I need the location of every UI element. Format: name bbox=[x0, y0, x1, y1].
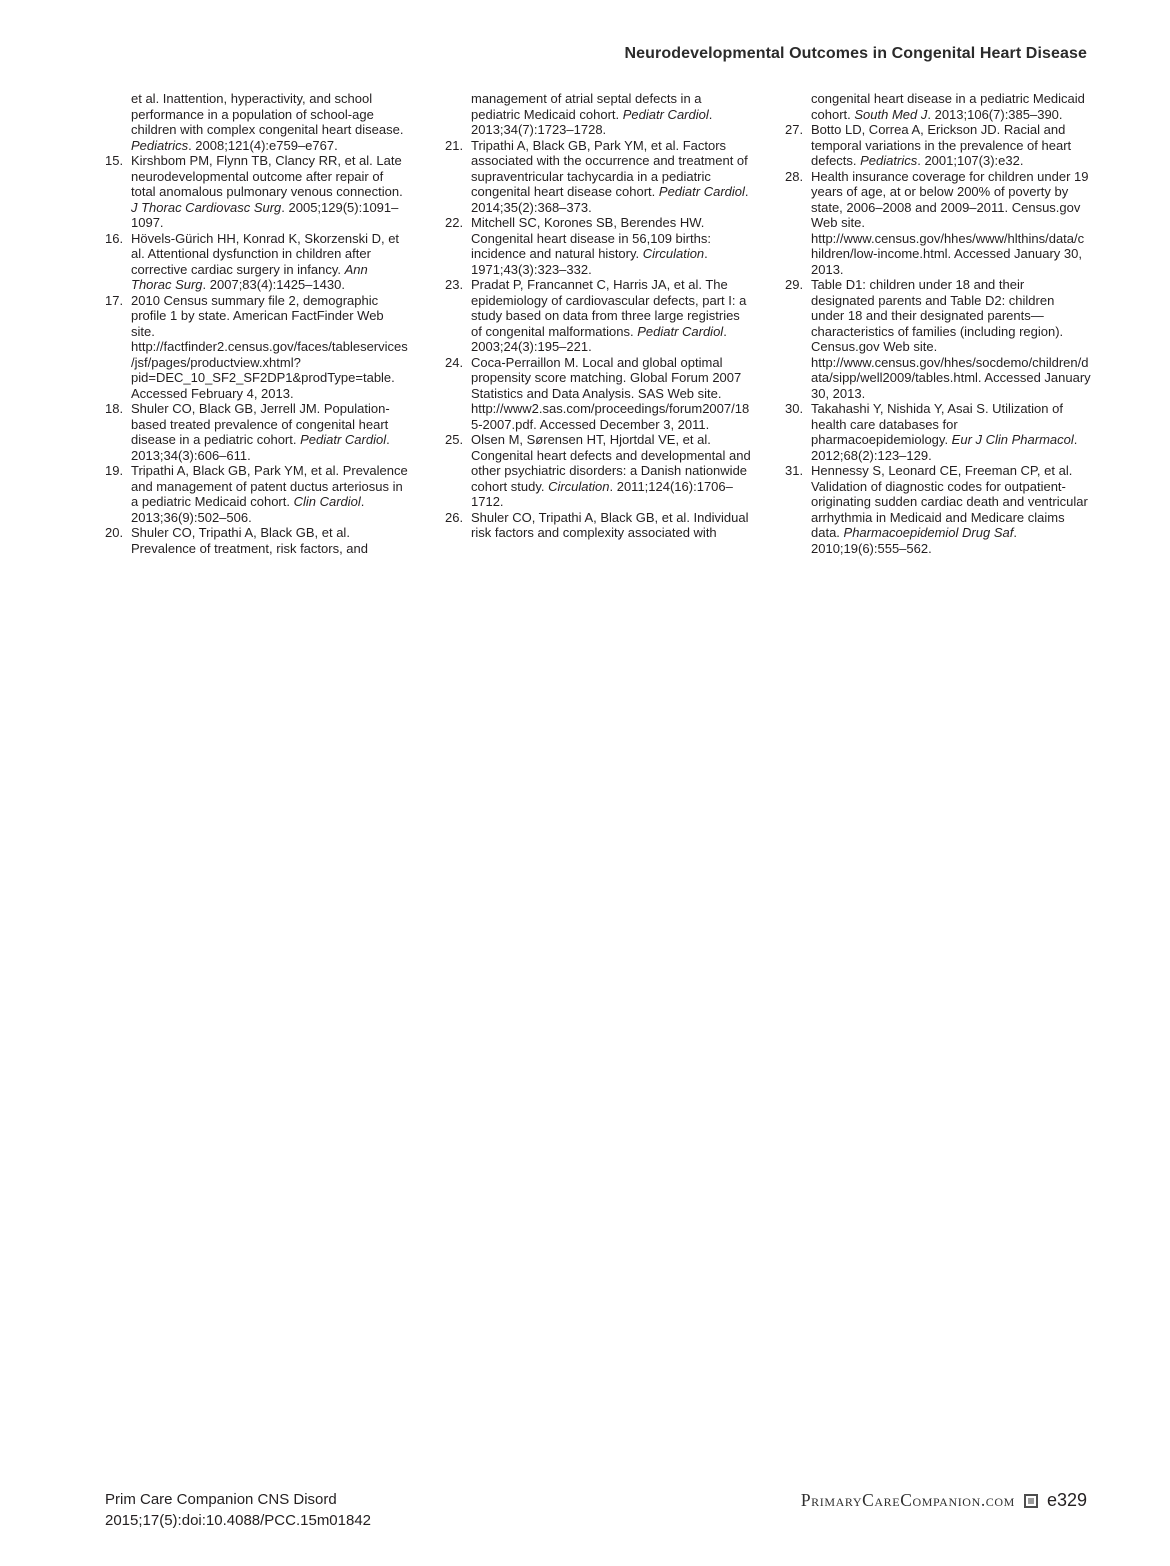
reference-number: 27. bbox=[785, 122, 804, 137]
reference-item bbox=[785, 169, 1091, 278]
running-head: Neurodevelopmental Outcomes in Congenital Heart Disease bbox=[624, 45, 1087, 62]
reference-text: congenital heart disease in a pediatric Medicaid cohort. South Med J. 2013;106(7):385–390. bbox=[811, 91, 1085, 122]
reference-text: Health insurance coverage for children under 19 years of age, at or below 200% of poverty by state, 2006–2008 and 2009–2011. Census.gov Web site. http://www.census.gov/hhes/www/hlthins/data/children/low-income.html. Accessed January 30, 2013. bbox=[811, 168, 1089, 277]
reference-text: Hövels-Gürich HH, Konrad K, Skorzenski D, et al. Attentional dysfunction in children after corrective cardiac surgery in infancy. Ann Thorac Surg. 2007;83(4):1425–1430. bbox=[131, 230, 400, 292]
reference-text: Tripathi A, Black GB, Park YM, et al. Factors associated with the occurrence and treatment of supraventricular tachycardia in a pediatric congenital heart disease cohort. Pediatr Cardiol. 2014;35(2):368–373. bbox=[471, 137, 749, 215]
reference-text: Pradat P, Francannet C, Harris JA, et al. The epidemiology of cardiovascular defects, part I: a study based on data from three large registries of congenital malformations. Pediatr Cardiol. 2003;24(3):195–221. bbox=[471, 277, 747, 354]
reference-number: 29. bbox=[785, 277, 804, 292]
reference-item bbox=[105, 463, 411, 525]
reference-item bbox=[445, 138, 751, 216]
reference-number: 23. bbox=[445, 277, 464, 292]
reference-item bbox=[445, 277, 751, 355]
reference-text: Tripathi A, Black GB, Park YM, et al. Prevalence and management of patent ductus arteriosus in a pediatric Medicaid cohort. Clin Cardiol. 2013;36(9):502–506. bbox=[131, 463, 408, 525]
reference-text: Botto LD, Correa A, Erickson JD. Racial and temporal variations in the prevalence of heart defects. Pediatrics. 2001;107(3):e32. bbox=[811, 122, 1072, 168]
footer-journal-info bbox=[105, 1489, 371, 1531]
reference-number: 25. bbox=[445, 432, 464, 447]
reference-item bbox=[445, 215, 751, 277]
reference-number: 22. bbox=[445, 215, 464, 230]
reference-number: 24. bbox=[445, 354, 464, 370]
journal-name: Prim Care Companion CNS Disord bbox=[105, 1491, 337, 1508]
reference-number: 31. bbox=[785, 463, 804, 478]
reference-text: Takahashi Y, Nishida Y, Asai S. Utilization of health care databases for pharmacoepidemiology. Eur J Clin Pharmacol. 2012;68(2):123–129. bbox=[811, 401, 1078, 463]
reference-text: Shuler CO, Tripathi A, Black GB, et al. Prevalence of treatment, risk factors, and bbox=[131, 525, 368, 556]
reference-number: 20. bbox=[105, 525, 124, 540]
reference-text: Kirshbom PM, Flynn TB, Clancy RR, et al. Late neurodevelopmental outcome after repair of total anomalous pulmonary venous connection. J Thorac Cardiovasc Surg. 2005;129(5):1091–1097. bbox=[131, 153, 403, 230]
reference-item bbox=[105, 91, 411, 153]
reference-number bbox=[785, 91, 811, 122]
reference-column bbox=[445, 91, 751, 556]
reference-item bbox=[785, 401, 1091, 463]
reference-text: Shuler CO, Tripathi A, Black GB, et al. Individual risk factors and complexity associated with bbox=[471, 509, 749, 540]
reference-number: 30. bbox=[785, 401, 804, 416]
reference-text: 2010 Census summary file 2, demographic profile 1 by state. American FactFinder Web site. http://factfinder2.census.gov/faces/tableservices/jsf/pages/productview.xhtml?pid=DEC_10_SF2_SF2DP1&prodType=table. Accessed February 4, 2013. bbox=[131, 292, 408, 401]
reference-item bbox=[445, 91, 751, 138]
reference-number: 15. bbox=[105, 153, 124, 168]
reference-number bbox=[445, 91, 471, 138]
reference-text: management of atrial septal defects in a pediatric Medicaid cohort. Pediatr Cardiol. 2013;34(7):1723–1728. bbox=[471, 91, 713, 137]
reference-item bbox=[445, 355, 751, 433]
reference-text: Olsen M, Sørensen HT, Hjortdal VE, et al. Congenital heart defects and developmental and other psychiatric disorders: a Danish nationwide cohort study. Circulation. 2011;124(16):1706–1712. bbox=[471, 432, 751, 509]
reference-number: 16. bbox=[105, 230, 124, 246]
reference-number: 28. bbox=[785, 168, 804, 184]
reference-column bbox=[105, 91, 411, 556]
reference-text: Hennessy S, Leonard CE, Freeman CP, et al. Validation of diagnostic codes for outpatient-originating sudden cardiac death and ventricular arrhythmia in Medicaid and Medicare claims data. Pharmacoepidemiol Drug Saf. 2010;19(6):555–562. bbox=[811, 463, 1088, 556]
reference-item bbox=[445, 432, 751, 510]
reference-item bbox=[105, 293, 411, 402]
reference-column bbox=[785, 91, 1091, 556]
reference-text: Coca-Perraillon M. Local and global optimal propensity score matching. Global Forum 2007 Statistics and Data Analysis. SAS Web site. http://www2.sas.com/proceedings/forum2007/185-2007.pdf. Accessed December 3, 2011. bbox=[471, 354, 750, 432]
reference-text: Shuler CO, Black GB, Jerrell JM. Population-based treated prevalence of congenital heart disease in a pediatric cohort. Pediatr Cardiol. 2013;34(3):606–611. bbox=[131, 401, 390, 463]
journal-citation: 2015;17(5):doi:10.4088/PCC.15m01842 bbox=[105, 1512, 372, 1529]
reference-item bbox=[105, 153, 411, 231]
references-section bbox=[105, 91, 1091, 556]
reference-item bbox=[785, 463, 1091, 556]
website-name: PrimaryCareCompanion.com bbox=[800, 1490, 1015, 1510]
reference-text: Mitchell SC, Korones SB, Berendes HW. Congenital heart disease in 56,109 births: incidence and natural history. Circulation. 1971;43(3):323–332. bbox=[471, 215, 711, 277]
footer-site-info bbox=[801, 1490, 1087, 1511]
reference-number: 17. bbox=[105, 292, 124, 308]
reference-number: 18. bbox=[105, 401, 124, 416]
reference-number: 26. bbox=[445, 509, 464, 525]
reference-item bbox=[785, 277, 1091, 401]
reference-number bbox=[105, 91, 131, 153]
reference-number: 21. bbox=[445, 137, 464, 153]
reference-item bbox=[785, 91, 1091, 122]
page-number: e329 bbox=[1046, 1490, 1087, 1510]
reference-item bbox=[445, 510, 751, 541]
reference-text: et al. Inattention, hyperactivity, and school performance in a population of school-age children with complex congenital heart disease. Pediatrics. 2008;121(4):e759–e767. bbox=[131, 91, 404, 153]
square-bullet-icon bbox=[1024, 1494, 1038, 1508]
reference-item bbox=[105, 401, 411, 463]
reference-text: Table D1: children under 18 and their designated parents and Table D2: children under 18 and their designated parents—characteristics of families (including region). Census.gov Web site. http://www.census.gov/hhes/socdemo/children/data/sipp/well2009/tables.html. Accessed January 30, 2013. bbox=[811, 277, 1091, 401]
reference-item bbox=[105, 525, 411, 556]
reference-item bbox=[105, 231, 411, 293]
reference-item bbox=[785, 122, 1091, 169]
reference-number: 19. bbox=[105, 463, 124, 478]
